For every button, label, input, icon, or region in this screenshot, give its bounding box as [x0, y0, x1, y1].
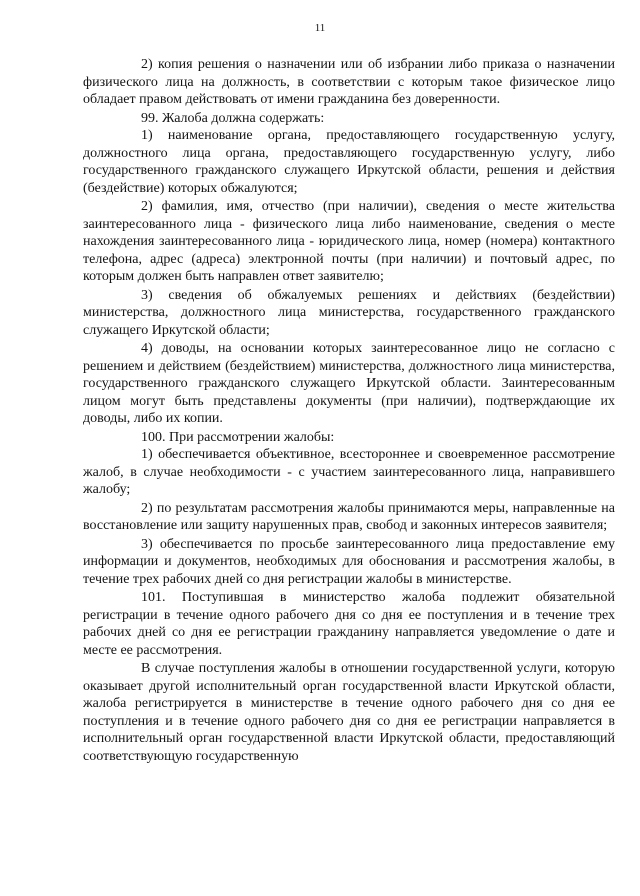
- paragraph-100-heading: 100. При рассмотрении жалобы:: [141, 429, 335, 445]
- paragraph-99-heading: 99. Жалоба должна содержать:: [141, 110, 325, 126]
- paragraph-99-item-1: 1) наименование органа, предоставляющего государственную услугу, должностного лица органа, предоставляющего государственную услугу, либо государственного гражданского служащего Иркутской области, решения и действия (бездействие) которых обжалуются;: [83, 128, 615, 196]
- paragraph-99-item-3: 3) сведения об обжалуемых решениях и действиях (бездействии) министерства, должностного лица министерства, государственного гражданского служащего Иркутской области;: [83, 287, 615, 338]
- paragraph-100-item-1: 1) обеспечивается объективное, всестороннее и своевременное рассмотрение жалоб, в случае необходимости - с участием заинтересованного лица, направившего жалобу;: [83, 447, 615, 497]
- paragraph-100-item-2: 2) по результатам рассмотрения жалобы принимаются меры, направленные на восстановление или защиту нарушенных прав, свобод и законных интересов заявителя;: [83, 500, 615, 533]
- paragraph-99-item-2: 2) фамилия, имя, отчество (при наличии), сведения о месте жительства заинтересованного лица - физического лица либо наименование, сведения о месте нахождения заинтересованного лица - юридического лица, номер (номера) контактного телефона, адрес (адреса) электронной почты (при наличии) и почтовый адрес, по которым должен быть направлен ответ заявителю;: [83, 199, 615, 284]
- paragraph-101: 101. Поступившая в министерство жалоба подлежит обязательной регистрации в течение одного рабочего дня со дня ее поступления и в течение трех рабочих дней со дня ее регистрации гражданину направляется уведомление о дате и месте ее рассмотрения.: [83, 590, 615, 658]
- document-body: [83, 56, 615, 766]
- paragraph-copy-of-decision: 2) копия решения о назначении или об избрании либо приказа о назначении физического лица на должность, в соответствии с которым такое физическое лицо обладает правом действовать от имени гражданина без доверенности.: [83, 57, 615, 107]
- paragraph-101-continuation: В случае поступления жалобы в отношении государственной услуги, которую оказывает другой исполнительный орган государственной власти Иркутской области, жалоба регистрируется в министерстве в течение одного рабочего дня со дня ее поступления и в течение одного рабочего дня со дня ее регистрации направляется в исполнительный орган государственной власти Иркутской области, предоставляющий соответствующую государственную: [83, 661, 615, 764]
- paragraph-99-item-4: 4) доводы, на основании которых заинтересованное лицо не согласно с решением и действием (бездействием) министерства, должностного лица министерства, государственного гражданского служащего Иркутской области. Заинтересованным лицом могут быть представлены документы (при наличии), подтверждающие их доводы, либо их копии.: [83, 341, 615, 426]
- paragraph-100-item-3: 3) обеспечивается по просьбе заинтересованного лица предоставление ему информации и документов, необходимых для обоснования и рассмотрения жалобы, в течение трех рабочих дней со дня регистрации жалобы в министерстве.: [83, 536, 615, 587]
- page-number: 11: [314, 22, 326, 34]
